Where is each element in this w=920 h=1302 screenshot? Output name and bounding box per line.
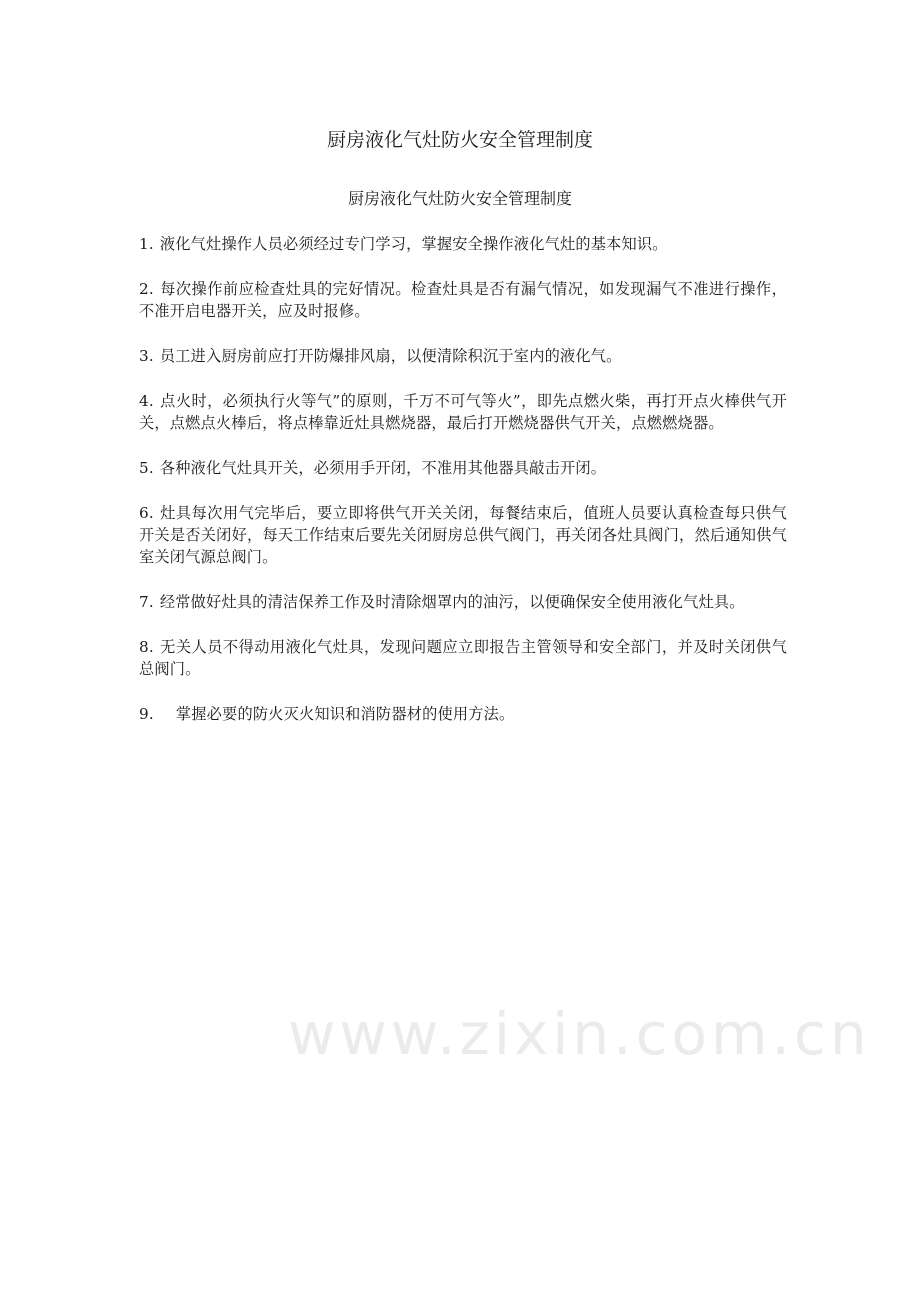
rule-item-4 xyxy=(139,390,787,434)
rule-number: 2. xyxy=(139,280,154,298)
rule-text: 液化气灶操作人员必须经过专门学习，掌握安全操作液化气灶的基本知识。 xyxy=(159,235,668,253)
rule-number: 3. xyxy=(139,347,154,365)
rules-list xyxy=(139,233,787,748)
rule-item-5 xyxy=(139,457,787,479)
rule-item-2 xyxy=(139,278,787,322)
watermark: www.zixin.com.cn xyxy=(288,1000,871,1068)
rule-number: 6. xyxy=(139,504,154,522)
rule-item-7 xyxy=(139,591,787,613)
rule-text: 经常做好灶具的清洁保养工作及时清除烟罩内的油污，以便确保安全使用液化气灶具。 xyxy=(159,593,745,611)
rule-text: 各种液化气灶具开关，必须用手开闭，不准用其他器具敲击开闭。 xyxy=(159,459,607,477)
rule-number: 7. xyxy=(139,593,154,611)
rule-text: 无关人员不得动用液化气灶具，发现问题应立即报告主管领导和安全部门，并及时关闭供气总阀门。 xyxy=(139,638,787,678)
rule-number: 5. xyxy=(139,459,154,477)
rule-item-3 xyxy=(139,345,787,367)
rule-text: 掌握必要的防火灭火知识和消防器材的使用方法。 xyxy=(175,705,515,723)
rule-text: 员工进入厨房前应打开防爆排风扇，以便清除积沉于室内的液化气。 xyxy=(159,347,622,365)
document-title: 厨房液化气灶防火安全管理制度 xyxy=(326,129,593,151)
rule-number: 1. xyxy=(139,235,154,253)
rule-item-6 xyxy=(139,502,787,568)
rule-text: 每次操作前应检查灶具的完好情况。检查灶具是否有漏气情况，如发现漏气不准进行操作，不准开启电器开关，应及时报修。 xyxy=(139,280,787,320)
rule-item-9 xyxy=(139,703,787,725)
rule-text: 点火时，必须执行火等气”的原则，千万不可气等火”，即先点燃火柴，再打开点火棒供气开关，点燃点火棒后，将点棒靠近灶具燃烧器，最后打开燃烧器供气开关，点燃燃烧器。 xyxy=(139,392,787,432)
document-subtitle: 厨房液化气灶防火安全管理制度 xyxy=(347,189,572,208)
rule-number: 8. xyxy=(139,638,154,656)
rule-item-8 xyxy=(139,636,787,680)
rule-number: 4. xyxy=(139,392,154,410)
rule-item-1 xyxy=(139,233,787,255)
rule-number: 9. xyxy=(139,705,154,723)
rule-text: 灶具每次用气完毕后，要立即将供气开关关闭，每餐结束后，值班人员要认真检查每只供气开关是否关闭好，每天工作结束后要先关闭厨房总供气阀门，再关闭各灶具阀门，然后通知供气室关闭气源总阀门。 xyxy=(139,504,787,566)
